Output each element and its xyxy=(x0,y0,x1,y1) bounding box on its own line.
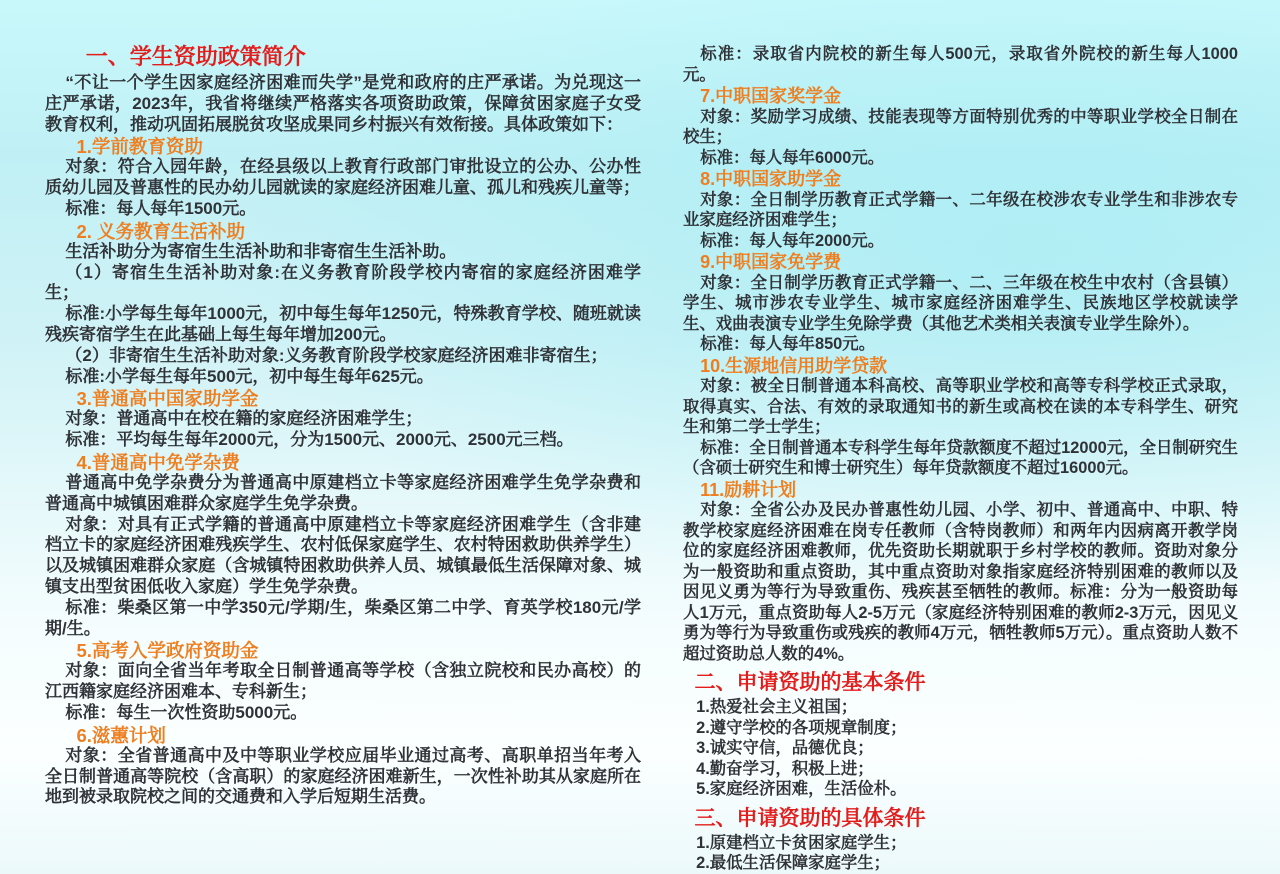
paragraph: 对象：被全日制普通本科高校、高等职业学校和高等专科学校正式录取，取得真实、合法、有效的录取通知书的新生或高校在读的本专科学生、研究生和第二学士学生； xyxy=(683,377,1238,436)
paragraph: 对象：全日制学历教育正式学籍一、二、三年级在校生中农村（含县镇）学生、城市涉农专业学生、城市家庭经济困难学生、民族地区学校就读学生、戏曲表演专业学生免除学费（其他艺术类相关表演专业学生除外）。 xyxy=(683,273,1238,333)
paragraph: （2）非寄宿生生活补助对象:义务教育阶段学校家庭经济困难非寄宿生； xyxy=(65,345,608,365)
paragraph: 标准：录取省内院校的新生每人500元，录取省外院校的新生每人1000元。 xyxy=(683,45,1238,84)
paragraph: 标准：每人每年850元。 xyxy=(700,335,876,353)
policy-subheading: 3.普通高中国家助学金 xyxy=(76,388,259,410)
policy-subheading: 1.学前教育资助 xyxy=(76,136,203,158)
policy-subheading: 11.励耕计划 xyxy=(700,479,797,500)
paragraph: 对象：符合入园年龄，在经县级以上教育行政部门审批设立的公办、公办性质幼儿园及普惠性的民办幼儿园就读的家庭经济困难儿童、孤儿和残疾儿童等； xyxy=(45,157,641,198)
paragraph: 普通高中免学杂费分为普通高中原建档立卡等家庭经济困难学生免学杂费和普通高中城镇困难群众家庭学生免学杂费。 xyxy=(45,472,641,513)
paragraph: 标准：每人每年2000元。 xyxy=(700,231,885,250)
condition-item: 5.家庭经济困难，生活俭朴。 xyxy=(696,780,907,798)
paragraph: 对象：普通高中在校在籍的家庭经济困难学生； xyxy=(65,409,423,429)
paragraph: 对象：奖励学习成绩、技能表现等方面特别优秀的中等职业学校全日制在校生； xyxy=(683,107,1238,146)
condition-item: 4.勤奋学习，积极上进； xyxy=(696,759,874,778)
paragraph: 标准:小学每生每年1000元，初中每生每年1250元，特殊教育学校、随班就读残疾寄宿学生在此基础上每生每年增加200元。 xyxy=(45,304,641,344)
policy-subheading: 6.滋蕙计划 xyxy=(76,724,166,746)
paragraph: 对象：全日制学历教育正式学籍一、二年级在校涉农专业学生和非涉农专业家庭经济困难学生； xyxy=(683,190,1238,229)
paragraph: 标准：柴桑区第一中学350元/学期/生，柴桑区第二中学、育英学校180元/学期/生。 xyxy=(45,597,641,638)
policy-subheading: 10.生源地信用助学贷款 xyxy=(700,355,888,376)
right-column xyxy=(683,44,1238,874)
paragraph: （1）寄宿生生活补助对象:在义务教育阶段学校内寄宿的家庭经济困难学生； xyxy=(45,262,641,303)
policy-subheading: 2. 义务教育生活补助 xyxy=(76,220,246,242)
condition-item: 2.遵守学校的各项规章制度； xyxy=(696,718,907,737)
paragraph: 对象：全省公办及民办普惠性幼儿园、小学、初中、普通高中、中职、特教学校家庭经济困难在岗专任教师（含特岗教师）和两年内因病离开教学岗位的家庭经济困难教师，优先资助长期就职于乡村学校的教师。资助对象分为一般资助和重点资助，其中重点资助对象指家庭经济特别困难的教师以及因见义勇为等行为导致重伤、残疾甚至牺牲的教师。标准：分为一般资助每人1万元，重点资助每人2-5万元（家庭经济特别困难的教师2-3万元，因见义勇为等行为导致重伤或残疾的教师4万元，牺牲教师5万元）。重点资助人数不超过资助总人数的4%。 xyxy=(683,501,1238,663)
left-column xyxy=(45,44,641,808)
paragraph: 标准：每人每年1500元。 xyxy=(65,198,257,218)
section-title: 二、申请资助的基本条件 xyxy=(694,671,926,694)
paragraph: 标准：每生一次性资助5000元。 xyxy=(65,702,308,722)
condition-item: 1.热爱社会主义祖国； xyxy=(696,698,858,716)
policy-subheading: 8.中职国家助学金 xyxy=(700,169,842,189)
section-title: 三、申请资助的具体条件 xyxy=(694,806,926,830)
paragraph: 对象：全省普通高中及中等职业学校应届毕业通过高考、高职单招当年考入全日制普通高等院校（含高职）的家庭经济困难新生，一次性补助其从家庭所在地到被录取院校之间的交通费和入学后短期生活费。 xyxy=(45,745,641,807)
paragraph: 标准：全日制普通本专科学生每年贷款额度不超过12000元，全日制研究生（含硕士研究生和博士研究生）每年贷款额度不超过16000元。 xyxy=(683,438,1238,477)
paragraph: 对象：面向全省当年考取全日制普通高等学校（含独立院校和民办高校）的江西籍家庭经济困难本、专科新生； xyxy=(45,661,641,702)
policy-subheading: 9.中职国家免学费 xyxy=(700,252,842,272)
condition-item: 3.诚实守信，品德优良； xyxy=(696,739,874,757)
paragraph: “不让一个学生因家庭经济困难而失学”是党和政府的庄严承诺。为兑现这一庄严承诺，2023年，我省将继续严格落实各项资助政策，保障贫困家庭子女受教育权利，推动巩固拓展脱贫攻坚成果同乡村振兴有效衔接。具体政策如下： xyxy=(45,73,641,134)
paragraph: 标准：每人每年6000元。 xyxy=(700,148,885,167)
policy-subheading: 4.普通高中免学杂费 xyxy=(76,451,240,473)
paragraph: 标准：平均每生每年2000元，分为1500元、2000元、2500元三档。 xyxy=(65,430,574,450)
paragraph: 对象：对具有正式学籍的普通高中原建档立卡等家庭经济困难学生（含非建档立卡的家庭经济困难残疾学生、农村低保家庭学生、农村特困救助供养学生）以及城镇困难群众家庭（含城镇特困救助供养人员、城镇最低生活保障对象、城镇支出型贫困低收入家庭）学生免学杂费。 xyxy=(45,514,641,596)
policy-subheading: 7.中职国家奖学金 xyxy=(700,86,842,106)
section-title: 一、学生资助政策简介 xyxy=(85,44,306,69)
condition-item: 1.原建档立卡贫困家庭学生； xyxy=(696,833,907,852)
paragraph: 标准:小学每生每年500元，初中每生每年625元。 xyxy=(65,366,434,386)
policy-subheading: 5.高考入学政府资助金 xyxy=(76,640,259,662)
condition-item: 2.最低生活保障家庭学生； xyxy=(696,854,891,872)
paragraph: 生活补助分为寄宿生生活补助和非寄宿生生活补助。 xyxy=(65,241,457,261)
